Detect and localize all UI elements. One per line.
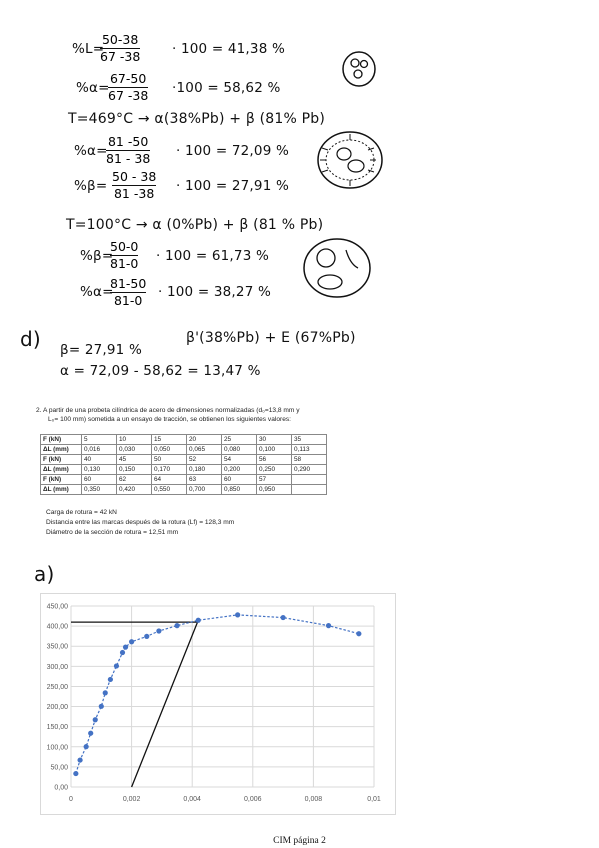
calc-l1-fraction — [100, 33, 140, 64]
table-cell: 54 — [222, 455, 257, 465]
calc-l5-fraction — [110, 240, 138, 271]
data-point — [281, 615, 286, 620]
table-cell: 50 — [152, 455, 187, 465]
calc-l6-num: 81-50 — [110, 276, 147, 291]
calc-l6-lhs: %α= — [80, 284, 114, 300]
table-cell: 0,016 — [82, 445, 117, 455]
calc-l5-rhs: · 100 = 61,73 % — [156, 248, 270, 264]
data-point — [123, 645, 128, 650]
calc-l5-lhs: %β= — [80, 248, 114, 264]
microstructure-sketch-1 — [340, 48, 380, 90]
calc-l1-den: 67 -38 — [100, 49, 141, 64]
calc-l3-fraction — [106, 135, 150, 166]
table-cell: 0,550 — [152, 485, 187, 495]
table-cell: 0,950 — [257, 485, 292, 495]
table-cell: 0,850 — [222, 485, 257, 495]
table-row — [41, 435, 327, 445]
table-row — [41, 465, 327, 475]
y-tick-label: 250,00 — [46, 683, 68, 691]
calc-l3-num: 81 -50 — [107, 134, 149, 149]
calc-l2-den: 67 -38 — [108, 88, 149, 103]
table-cell: 25 — [222, 435, 257, 445]
y-tick-label: 450,00 — [46, 603, 68, 611]
y-tick-label: 0,00 — [54, 784, 68, 792]
table-cell — [292, 485, 327, 495]
result-final-length: Distancia entre las marcas después de la rotura (Lf) = 128,3 mm — [46, 519, 235, 526]
data-point — [129, 639, 134, 644]
data-point — [88, 731, 93, 736]
calc-l2-num: 67-50 — [109, 71, 147, 86]
calc-l5-den: 81-0 — [110, 256, 139, 271]
data-point — [114, 663, 119, 668]
table-cell: 57 — [257, 475, 292, 485]
y-tick-label: 350,00 — [46, 643, 68, 651]
table-row — [41, 485, 327, 495]
y-tick-label: 400,00 — [46, 623, 68, 631]
microstructure-sketch-3 — [300, 236, 374, 300]
table-cell: 0,350 — [82, 485, 117, 495]
table-cell: 0,065 — [187, 445, 222, 455]
table-cell: 30 — [257, 435, 292, 445]
data-point — [156, 628, 161, 633]
table-row-header: F (kN) — [41, 455, 82, 465]
page-footer: CIM página 2 — [273, 836, 326, 846]
calc-d-beta: β= 27,91 % — [60, 342, 142, 358]
table-cell: 0,050 — [152, 445, 187, 455]
table-cell: 0,080 — [222, 445, 257, 455]
calc-d-alpha: α = 72,09 - 58,62 = 13,47 % — [60, 363, 261, 379]
data-point — [174, 623, 179, 628]
calc-l3-lhs: %α= — [74, 143, 108, 159]
table-row — [41, 475, 327, 485]
table-cell: 62 — [117, 475, 152, 485]
calc-l3-den: 81 - 38 — [106, 151, 151, 166]
table-cell: 0,200 — [222, 465, 257, 475]
calc-l6-fraction — [110, 277, 146, 308]
calc-l5-num: 50-0 — [110, 239, 139, 254]
x-tick-label: 0,006 — [244, 796, 262, 803]
problem-statement — [36, 406, 346, 424]
calc-l1-rhs: · 100 = 41,38 % — [172, 41, 286, 57]
table-cell: 60 — [82, 475, 117, 485]
x-tick-label: 0 — [69, 796, 73, 803]
data-point — [144, 634, 149, 639]
calc-l4-num: 50 - 38 — [112, 169, 157, 184]
table-cell: 64 — [152, 475, 187, 485]
stress-strain-chart — [40, 593, 396, 815]
data-point — [77, 757, 82, 762]
y-tick-label: 50,00 — [50, 764, 68, 772]
data-point — [84, 744, 89, 749]
table-cell: 35 — [292, 435, 327, 445]
result-break-diameter: Diámetro de la sección de rotura = 12,51 mm — [46, 529, 179, 536]
table-cell: 63 — [187, 475, 222, 485]
section-d-label: d) — [20, 327, 41, 351]
microstructure-sketch-2 — [314, 128, 386, 192]
calc-l4-lhs: %β= — [74, 178, 108, 194]
x-tick-label: 0,008 — [304, 796, 323, 803]
table-cell: 45 — [117, 455, 152, 465]
data-point — [93, 717, 98, 722]
calc-l4-den: 81 -38 — [113, 186, 155, 201]
table-row — [41, 445, 327, 455]
calc-l6-rhs: · 100 = 38,27 % — [158, 284, 272, 300]
table-row-header: ΔL (mm) — [41, 485, 82, 495]
data-point — [103, 690, 108, 695]
data-point — [108, 677, 113, 682]
table-cell: 0,150 — [117, 465, 152, 475]
y-tick-label: 150,00 — [46, 724, 68, 732]
y-tick-label: 300,00 — [46, 663, 68, 671]
table-cell: 40 — [82, 455, 117, 465]
x-tick-label: 0,01 — [367, 796, 381, 803]
table-cell: 0,170 — [152, 465, 187, 475]
table-cell: 58 — [292, 455, 327, 465]
calc-l2-fraction — [108, 72, 148, 103]
chart-frame — [41, 594, 396, 815]
section-a-label: a) — [34, 562, 55, 586]
problem-line-2: L₀= 100 mm) sometida a un ensayo de tracción, se obtienen los siguientes valores: — [48, 416, 291, 423]
calc-l2-lhs: %α= — [76, 80, 110, 96]
table-cell: 0,180 — [187, 465, 222, 475]
y-tick-label: 200,00 — [46, 704, 68, 712]
table-cell: 0,700 — [187, 485, 222, 495]
calc-t2: T=100°C → α (0%Pb) + β (81 % Pb) — [66, 217, 324, 233]
table-cell: 5 — [82, 435, 117, 445]
table-cell: 60 — [222, 475, 257, 485]
calc-l1-lhs: %L= — [72, 41, 105, 57]
data-point — [73, 771, 78, 776]
calc-l6-den: 81-0 — [113, 293, 143, 308]
calc-l1-num: 50-38 — [101, 32, 139, 47]
table-cell: 0,130 — [82, 465, 117, 475]
data-point — [99, 704, 104, 709]
table-cell — [292, 475, 327, 485]
table-cell: 0,290 — [292, 465, 327, 475]
table-cell: 56 — [257, 455, 292, 465]
table-row-header: F (kN) — [41, 435, 82, 445]
table-row-header: F (kN) — [41, 475, 82, 485]
table-cell: 10 — [117, 435, 152, 445]
table-cell: 20 — [187, 435, 222, 445]
table-cell: 52 — [187, 455, 222, 465]
table-cell: 0,100 — [257, 445, 292, 455]
table-cell: 0,113 — [292, 445, 327, 455]
calc-t1: T=469°C → α(38%Pb) + β (81% Pb) — [68, 111, 326, 127]
data-table — [40, 434, 327, 495]
table-row — [41, 455, 327, 465]
calc-l4-fraction — [112, 170, 156, 201]
y-tick-label: 100,00 — [46, 744, 68, 752]
problem-line-1: 2. A partir de una probeta cilíndrica de acero de dimensiones normalizadas (d₀=13,8 mm y — [36, 407, 300, 414]
table-cell: 0,250 — [257, 465, 292, 475]
calc-l3-rhs: · 100 = 72,09 % — [176, 143, 290, 159]
data-point — [326, 623, 331, 628]
x-tick-label: 0,002 — [122, 796, 141, 803]
table-cell: 15 — [152, 435, 187, 445]
result-breaking-load: Carga de rotura = 42 kN — [46, 509, 117, 516]
x-tick-label: 0,004 — [183, 796, 201, 803]
calc-l2-rhs: ·100 = 58,62 % — [172, 80, 281, 96]
table-cell: 0,030 — [117, 445, 152, 455]
table-row-header: ΔL (mm) — [41, 465, 82, 475]
table-row-header: ΔL (mm) — [41, 445, 82, 455]
data-point — [235, 612, 240, 617]
data-point — [120, 650, 125, 655]
calc-l4-rhs: · 100 = 27,91 % — [176, 178, 290, 194]
table-cell: 0,420 — [117, 485, 152, 495]
calc-d-equation: β'(38%Pb) + E (67%Pb) — [186, 330, 356, 346]
data-point — [356, 631, 361, 636]
data-point — [196, 618, 201, 623]
